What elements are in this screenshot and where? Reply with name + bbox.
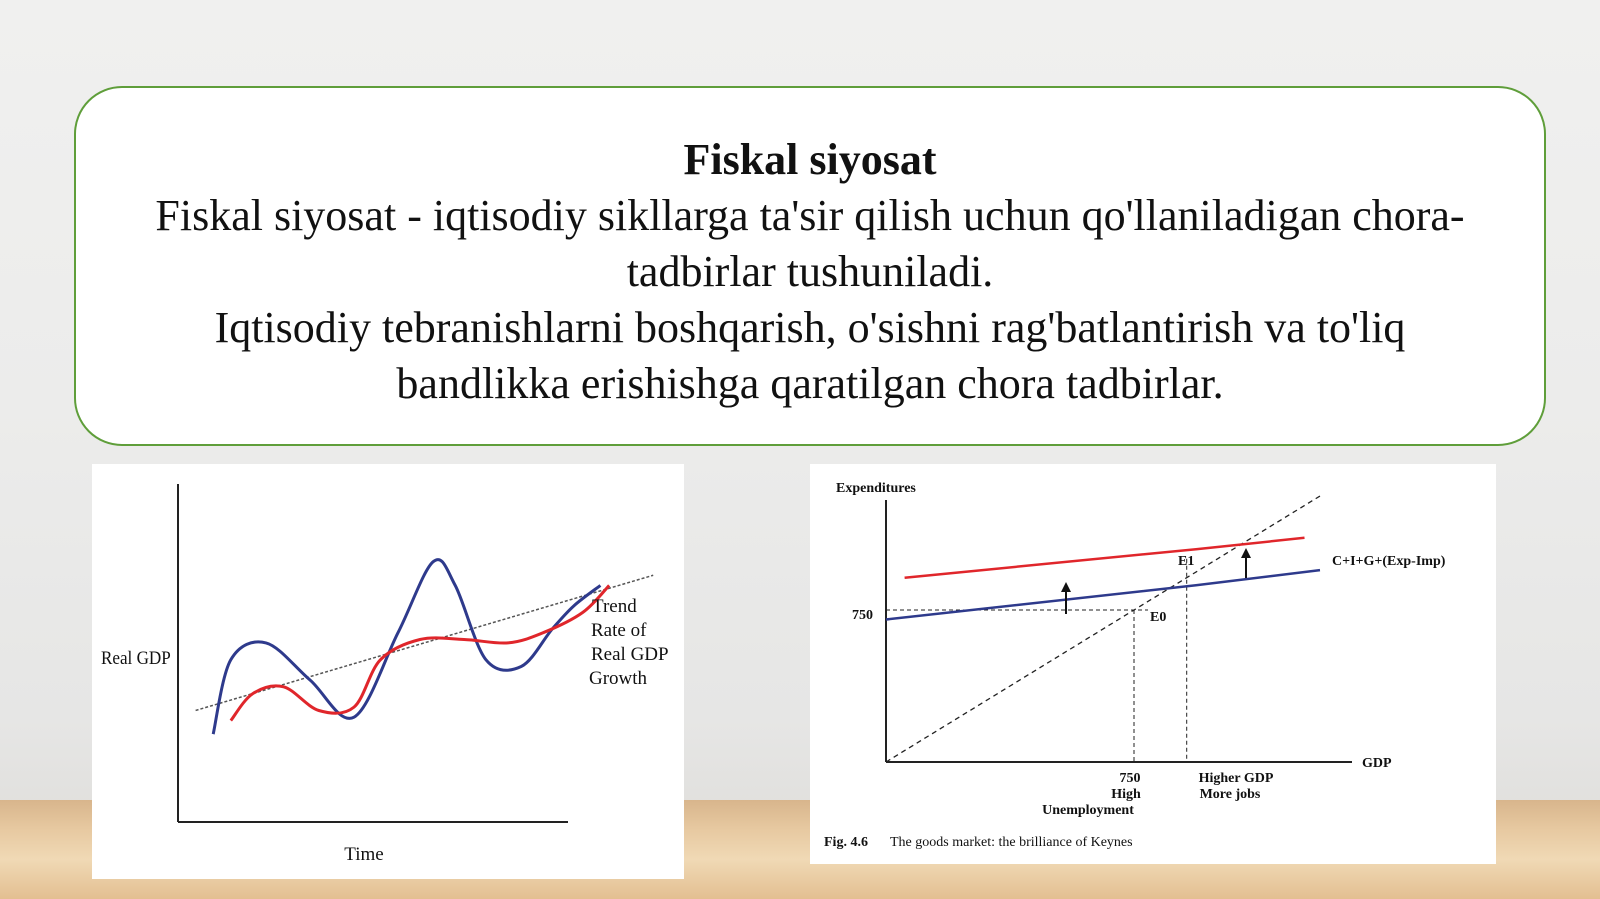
baseline-expenditure-line <box>886 570 1320 619</box>
x-tick-750-sub-1: High <box>1111 787 1141 802</box>
keynes-cross-chart <box>810 464 1496 864</box>
keynes-cross-svg <box>810 464 1496 864</box>
definition-card <box>74 86 1546 446</box>
x-tick-750: 750 <box>1119 771 1141 786</box>
slide-title: Fiskal siyosat <box>683 135 937 184</box>
x-tick-higher-gdp: Higher GDP <box>1198 771 1274 786</box>
trend-label-line-3: Real GDP <box>591 644 669 665</box>
figure-caption: The goods market: the brilliance of Keynes <box>890 835 1133 850</box>
trend-label-line-1: Trend <box>592 596 637 617</box>
business-cycle-svg <box>92 464 684 879</box>
cycle-line-blue <box>213 560 600 735</box>
y-axis-label: Real GDP <box>101 647 171 669</box>
goals-paragraph: Iqtisodiy tebranishlarni boshqarish, o'sishni rag'batlantirish va to'liq bandlikka erishishga qaratilgan chora tadbirlar. <box>214 303 1406 408</box>
series-label: C+I+G+(Exp-Imp) <box>1332 554 1446 569</box>
x-tick-higher-gdp-sub: More jobs <box>1199 787 1261 802</box>
point-e1-label: E1 <box>1178 554 1195 569</box>
x-tick-750-sub-2: Unemployment <box>1042 803 1134 818</box>
trend-label-line-2: Rate of <box>591 620 647 641</box>
shift-arrow-right <box>1241 548 1251 578</box>
y-axis-label: Expenditures <box>836 481 916 496</box>
trend-label-line-4: Growth <box>589 668 648 689</box>
y-tick-750: 750 <box>852 608 873 623</box>
x-axis-label: GDP <box>1362 756 1392 771</box>
forty-five-degree-line <box>886 496 1320 762</box>
x-axis-label: Time <box>344 844 384 865</box>
business-cycle-chart <box>92 464 684 879</box>
figure-caption-label: Fig. 4.6 <box>824 835 868 850</box>
definition-paragraph: Fiskal siyosat - iqtisodiy sikllarga ta'sir qilish uchun qo'llaniladigan chora-tadbirlar tushuniladi. <box>155 191 1465 296</box>
point-e0-label: E0 <box>1150 610 1167 625</box>
